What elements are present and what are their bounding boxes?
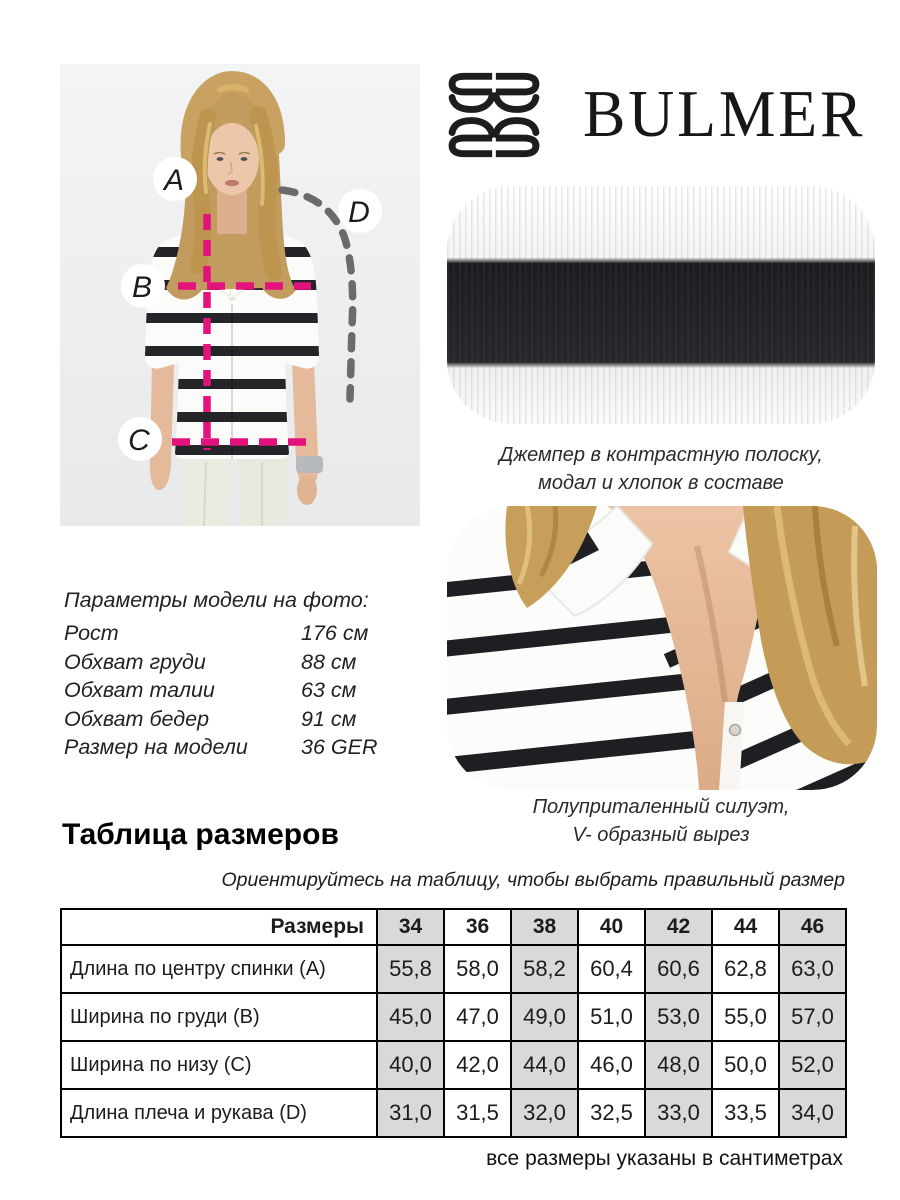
cell: 46,0 — [578, 1041, 645, 1089]
cell: 44,0 — [511, 1041, 578, 1089]
size-col-36: 36 — [444, 909, 511, 945]
measure-label-c: C — [128, 424, 150, 457]
model-params-title: Параметры модели на фото: — [64, 588, 369, 612]
param-row-size — [64, 733, 424, 762]
param-row-chest — [64, 648, 424, 677]
size-col-46: 46 — [779, 909, 846, 945]
cell: 31,0 — [377, 1089, 444, 1137]
collar-closeup-image — [447, 506, 877, 790]
param-value: 88 см — [301, 649, 357, 674]
param-label: Обхват бедер — [64, 706, 210, 731]
param-value: 63 см — [301, 678, 357, 703]
fabric-caption-line1: Джемпер в контрастную полоску, — [499, 444, 823, 466]
table-row-chest-width — [61, 993, 846, 1041]
cell: 47,0 — [444, 993, 511, 1041]
fabric-closeup-image — [447, 186, 875, 424]
table-row-bottom-width — [61, 1041, 846, 1089]
bulmer-logo-icon — [447, 68, 541, 162]
cell: 55,0 — [712, 993, 779, 1041]
param-value: 36 GER — [301, 735, 378, 760]
size-col-42: 42 — [645, 909, 712, 945]
size-col-34: 34 — [377, 909, 444, 945]
brand-wordmark: BULMER — [583, 77, 866, 151]
row-label: Длина плеча и рукава (D) — [61, 1089, 377, 1137]
param-value: 91 см — [301, 706, 357, 731]
cell: 40,0 — [377, 1041, 444, 1089]
cell: 45,0 — [377, 993, 444, 1041]
cell: 32,0 — [511, 1089, 578, 1137]
param-row-waist — [64, 676, 424, 705]
units-footnote: все размеры указаны в сантиметрах — [486, 1147, 843, 1170]
silhouette-caption-line1: Полуприталенный силуэт, — [532, 796, 790, 818]
model-illustration — [60, 64, 420, 526]
bracelet — [296, 456, 323, 473]
measure-label-b: B — [131, 271, 153, 304]
size-col-40: 40 — [578, 909, 645, 945]
cell: 60,4 — [578, 945, 645, 993]
measure-label-a: A — [163, 164, 185, 197]
cell: 58,2 — [511, 945, 578, 993]
cell: 53,0 — [645, 993, 712, 1041]
cell: 60,6 — [645, 945, 712, 993]
cell: 32,5 — [578, 1089, 645, 1137]
cell: 33,5 — [712, 1089, 779, 1137]
cell: 33,0 — [645, 1089, 712, 1137]
sizes-header-label: Размеры — [61, 909, 377, 945]
model-photo-image — [60, 64, 420, 526]
cell: 34,0 — [779, 1089, 846, 1137]
size-col-44: 44 — [712, 909, 779, 945]
collar-illustration — [447, 506, 877, 790]
fabric-caption — [447, 441, 875, 497]
cell: 62,8 — [712, 945, 779, 993]
silhouette-caption — [447, 793, 875, 849]
param-row-hips — [64, 705, 424, 734]
param-label: Обхват талии — [64, 678, 215, 703]
cell: 57,0 — [779, 993, 846, 1041]
param-label: Обхват груди — [64, 649, 206, 674]
silhouette-caption-line2: V- образный вырез — [572, 824, 750, 846]
size-table — [60, 908, 847, 1138]
cell: 48,0 — [645, 1041, 712, 1089]
fabric-caption-line2: модал и хлопок в составе — [538, 472, 784, 494]
cell: 55,8 — [377, 945, 444, 993]
table-row-sleeve-length — [61, 1089, 846, 1137]
cell: 42,0 — [444, 1041, 511, 1089]
param-label: Размер на модели — [64, 735, 248, 760]
cell: 52,0 — [779, 1041, 846, 1089]
size-col-38: 38 — [511, 909, 578, 945]
cell: 58,0 — [444, 945, 511, 993]
brand-header — [447, 66, 875, 166]
param-value: 176 см — [301, 621, 369, 645]
size-table-title: Таблица размеров — [62, 818, 339, 851]
button — [730, 725, 741, 736]
row-label: Ширина по груди (B) — [61, 993, 377, 1041]
size-table-subtitle: Ориентируйтесь на таблицу, чтобы выбрать правильный размер — [221, 869, 845, 891]
cell: 51,0 — [578, 993, 645, 1041]
cell: 31,5 — [444, 1089, 511, 1137]
table-row-back-length — [61, 945, 846, 993]
param-label: Рост — [64, 621, 119, 645]
cell: 63,0 — [779, 945, 846, 993]
size-table-header-row — [61, 909, 846, 945]
model-params-list — [64, 585, 424, 762]
param-row-height — [64, 619, 424, 648]
cell: 49,0 — [511, 993, 578, 1041]
measure-label-d: D — [348, 196, 370, 229]
row-label: Ширина по низу (C) — [61, 1041, 377, 1089]
cell: 50,0 — [712, 1041, 779, 1089]
row-label: Длина по центру спинки (A) — [61, 945, 377, 993]
